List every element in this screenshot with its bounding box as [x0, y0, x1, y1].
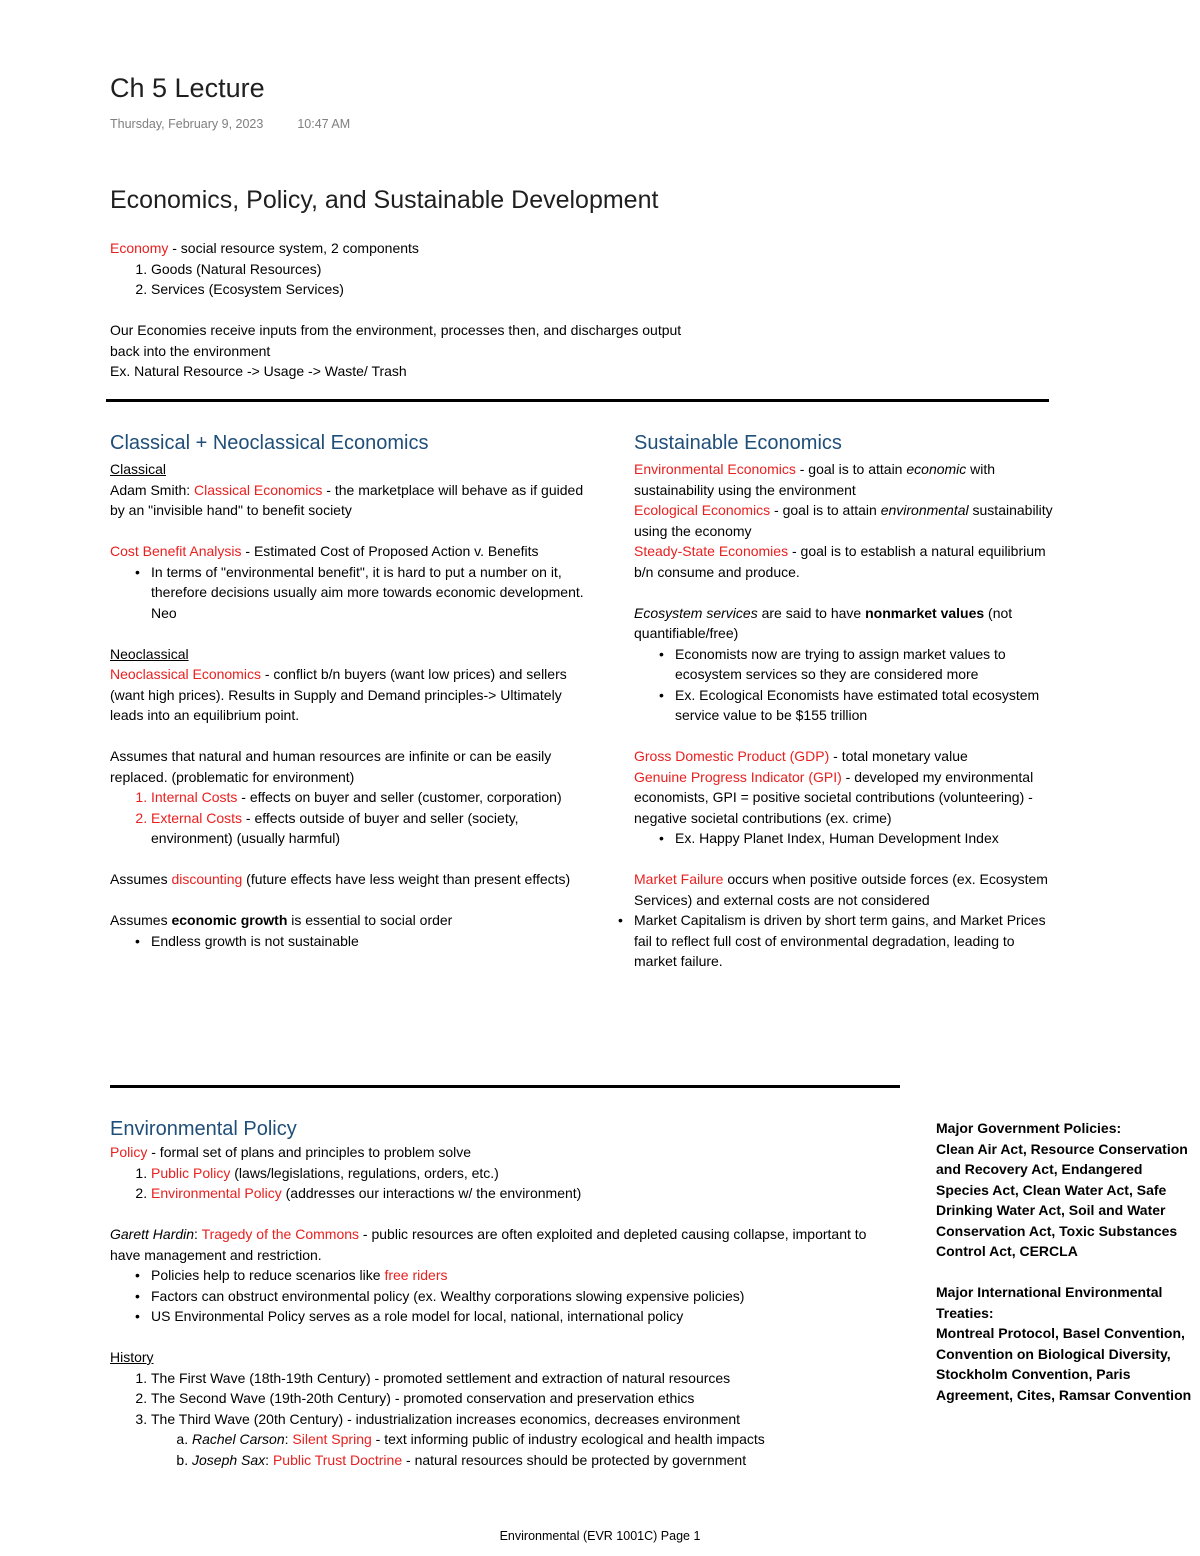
- economy-def: - social resource system, 2 components: [168, 240, 419, 256]
- neo-definition: [110, 664, 590, 726]
- classical-heading: Classical + Neoclassical Economics: [110, 432, 429, 454]
- sustainable-section: [634, 430, 1056, 972]
- gov-policies-list: Clean Air Act, Resource Conservation and Recovery Act, Endangered Species Act, Clean Water Act, Safe Drinking Water Act, Soil and Water Conservation Act, Toxic Substances Control Act, CERCLA: [936, 1140, 1188, 1259]
- hardin-def: - public resources are often exploited and depleted causing collapse, important to have management and restriction.: [110, 1226, 867, 1263]
- market-failure-term: Market Failure: [634, 871, 724, 887]
- neo-term: Neoclassical Economics: [110, 666, 261, 682]
- growth-def: is essential to social order: [287, 912, 453, 928]
- env-def-italic: economic: [906, 461, 967, 477]
- smith-definition: [110, 480, 590, 521]
- section-divider: [106, 399, 1049, 402]
- history-label: History: [110, 1349, 154, 1365]
- gpi-bullets: [634, 828, 1056, 849]
- gdp-term: Gross Domestic Product (GDP): [634, 748, 830, 764]
- list-item: [151, 808, 590, 849]
- list-item: • Market Capitalism is driven by short term gains, and Market Prices fail to reflect full cost of environmental degradation, leading to market failure.: [634, 910, 1056, 972]
- policy-section: [110, 1116, 900, 1470]
- list-item: [151, 1163, 900, 1184]
- list-item: 3. The Third Wave (20th Century) - industrialization increases economics, decreases environment: [151, 1409, 900, 1430]
- hardin-definition: [110, 1224, 900, 1265]
- ecosystem-services-line: [634, 603, 1056, 644]
- es-italic: Ecosystem services: [634, 604, 758, 621]
- gdp-def: - total monetary value: [829, 748, 968, 764]
- growth-line: [110, 910, 590, 931]
- list-item: 1. Goods (Natural Resources): [151, 259, 810, 280]
- gpi-definition: [634, 767, 1056, 829]
- main-heading: Economics, Policy, and Sustainable Development: [110, 186, 659, 214]
- list-item: [151, 787, 590, 808]
- gdp-definition: [634, 746, 1056, 767]
- discounting-term: discounting: [171, 871, 243, 887]
- costs-list: [110, 787, 590, 849]
- sax-name: Joseph Sax: [192, 1451, 266, 1468]
- classical-section: [110, 430, 590, 951]
- eco-def-b: sustainability using the economy: [634, 502, 1053, 539]
- steady-state-term: Steady-State Economies: [634, 543, 789, 559]
- internal-costs-term: Internal Costs: [151, 789, 238, 805]
- subheading-classical: Classical: [110, 461, 167, 477]
- smith-def: - the marketplace will behave as if guided by an "invisible hand" to benefit society: [110, 481, 584, 518]
- timestamp-row: [110, 114, 350, 135]
- economy-term: Economy: [110, 240, 169, 256]
- public-trust-term: Public Trust Doctrine: [272, 1451, 403, 1468]
- eco-econ-term: Ecological Economics: [634, 502, 771, 518]
- es-bold: nonmarket values: [865, 604, 985, 621]
- section-divider: [110, 1085, 900, 1088]
- policies-sidebar: [936, 1118, 1194, 1405]
- list-item: 2. The Second Wave (19th-20th Century) - promoted conservation and preservation ethics: [151, 1388, 900, 1409]
- policy-heading: Environmental Policy: [110, 1118, 297, 1140]
- policy-types: [110, 1163, 900, 1204]
- time-text: 10:47 AM: [297, 117, 351, 131]
- env-policy-term: Environmental Policy: [151, 1185, 282, 1201]
- free-riders-term: free riders: [384, 1267, 448, 1283]
- carson-def: - text informing public of industry ecological and health impacts: [371, 1431, 765, 1447]
- silent-spring-term: Silent Spring: [292, 1431, 372, 1447]
- es-bullets: [634, 644, 1056, 726]
- list-item: a. Rachel Carson: Silent Spring - text informing public of industry ecological and health impacts: [192, 1429, 900, 1450]
- policy-def: - formal set of plans and principles to problem solve: [147, 1144, 472, 1160]
- gpi-def: - developed my environmental economists, GPI = positive societal contributions (volunteering) - negative societal contributions (ex. crime): [634, 768, 1034, 826]
- subheading-neoclassical: Neoclassical: [110, 645, 189, 662]
- es-mid: are said to have: [757, 604, 866, 621]
- list-item: [151, 1183, 900, 1204]
- eco-def-a: - goal is to attain: [770, 502, 881, 518]
- carson-name: Rachel Carson: [192, 1431, 285, 1447]
- env-econ-definition: [634, 459, 1056, 500]
- discount-prefix: Assumes: [110, 871, 172, 887]
- env-econ-term: Environmental Economics: [634, 461, 796, 477]
- discount-def: (future effects have less weight than present effects): [242, 871, 571, 887]
- env-def-b: with sustainability using the environment: [634, 461, 996, 498]
- public-policy-def: (laws/legislations, regulations, orders, etc.): [230, 1164, 499, 1181]
- discounting-line: [110, 869, 590, 890]
- neo-def: - conflict b/n buyers (want low prices) and sellers (want high prices). Results in Supply and Demand principles-> Ultimately leads into an equilibrium point.: [110, 666, 567, 723]
- date-text: Thursday, February 9, 2023: [110, 117, 264, 131]
- gpi-term: Genuine Progress Indicator (GPI): [634, 768, 842, 785]
- growth-bullets: [110, 931, 590, 952]
- list-item: • Endless growth is not sustainable: [151, 931, 590, 952]
- list-item: • US Environmental Policy serves as a role model for local, national, international policy: [151, 1306, 900, 1327]
- growth-prefix: Assumes: [110, 912, 172, 928]
- external-costs-def: - effects outside of buyer and seller (society, environment) (usually harmful): [151, 809, 519, 846]
- list-item: 2. Services (Ecosystem Services): [151, 279, 810, 300]
- flow-line: back into the environment: [110, 342, 271, 359]
- hardin-name: Garett Hardin: [110, 1226, 195, 1242]
- mf-def: occurs when positive outside forces (ex. Ecosystem Services) and external costs are not considered: [634, 871, 1048, 908]
- list-item: [151, 1265, 900, 1286]
- steady-def: - goal is to establish a natural equilibrium b/n consume and produce.: [634, 543, 1046, 580]
- market-failure-definition: [634, 869, 1056, 910]
- list-item: • In terms of "environmental benefit", it is hard to put a number on it, therefore decisions usually aim more towards economic development. Neo: [151, 562, 590, 624]
- env-def-a: - goal is to attain: [795, 461, 907, 477]
- cba-definition: [110, 541, 590, 562]
- mf-bullets: [634, 910, 1056, 972]
- intl-treaties-list: Montreal Protocol, Basel Convention, Convention on Biological Diversity, Stockholm Convention, Paris Agreement, Cites, Ramsar Convention: [936, 1325, 1192, 1403]
- economy-definition: [110, 238, 810, 259]
- third-wave-sublist: [110, 1429, 900, 1470]
- page-title: Ch 5 Lecture: [110, 73, 265, 103]
- hardin-colon: :: [194, 1226, 202, 1242]
- cba-def: - Estimated Cost of Proposed Action v. Benefits: [241, 543, 539, 559]
- assumes-resources: Assumes that natural and human resources are infinite or can be easily replaced. (problematic for environment): [110, 748, 552, 785]
- external-costs-term: External Costs: [151, 809, 243, 826]
- list-item: b. Joseph Sax: Public Trust Doctrine - natural resources should be protected by government: [192, 1450, 900, 1471]
- policy-definition: [110, 1142, 900, 1163]
- cba-term: Cost Benefit Analysis: [110, 543, 242, 559]
- smith-prefix: Adam Smith:: [110, 481, 195, 498]
- gov-policies-title: Major Government Policies:: [936, 1120, 1122, 1136]
- intl-treaties-title: Major International Environmental Treaties:: [936, 1284, 1163, 1321]
- flow-line: Our Economies receive inputs from the environment, processes then, and discharges output: [110, 322, 682, 338]
- sustainable-heading: Sustainable Economics: [634, 432, 842, 454]
- steady-state-definition: [634, 541, 1056, 582]
- policy-term: Policy: [110, 1144, 148, 1160]
- b1-prefix: Policies help to reduce scenarios like: [151, 1267, 385, 1283]
- growth-term: economic growth: [171, 912, 288, 928]
- eco-def-italic: environmental: [880, 502, 969, 518]
- list-item: • Ex. Happy Planet Index, Human Development Index: [675, 828, 1056, 849]
- list-item: 1. The First Wave (18th-19th Century) - promoted settlement and extraction of natural resources: [151, 1368, 900, 1389]
- sax-def: - natural resources should be protected by government: [402, 1451, 747, 1468]
- cba-bullets: [110, 562, 590, 624]
- hardin-bullets: [110, 1265, 900, 1327]
- page-footer: Environmental (EVR 1001C) Page 1: [499, 1529, 701, 1543]
- tragedy-term: Tragedy of the Commons: [201, 1226, 360, 1242]
- eco-econ-definition: [634, 500, 1056, 541]
- env-policy-def: (addresses our interactions w/ the environment): [281, 1185, 582, 1201]
- history-waves: [110, 1368, 900, 1430]
- list-item: • Factors can obstruct environmental policy (ex. Wealthy corporations slowing expensive policies): [151, 1286, 900, 1307]
- internal-costs-def: - effects on buyer and seller (customer, corporation): [237, 789, 562, 805]
- list-item: • Ex. Ecological Economists have estimated total ecosystem service value to be $155 trillion: [675, 685, 1056, 726]
- flow-example: Ex. Natural Resource -> Usage -> Waste/ Trash: [110, 363, 407, 379]
- public-policy-term: Public Policy: [151, 1164, 231, 1181]
- intro-block: [110, 238, 810, 382]
- classical-economics-term: Classical Economics: [194, 481, 323, 498]
- es-end: (not quantifiable/free): [634, 604, 1013, 641]
- list-item: • Economists now are trying to assign market values to ecosystem services so they are considered more: [675, 644, 1056, 685]
- economy-components: [110, 259, 810, 300]
